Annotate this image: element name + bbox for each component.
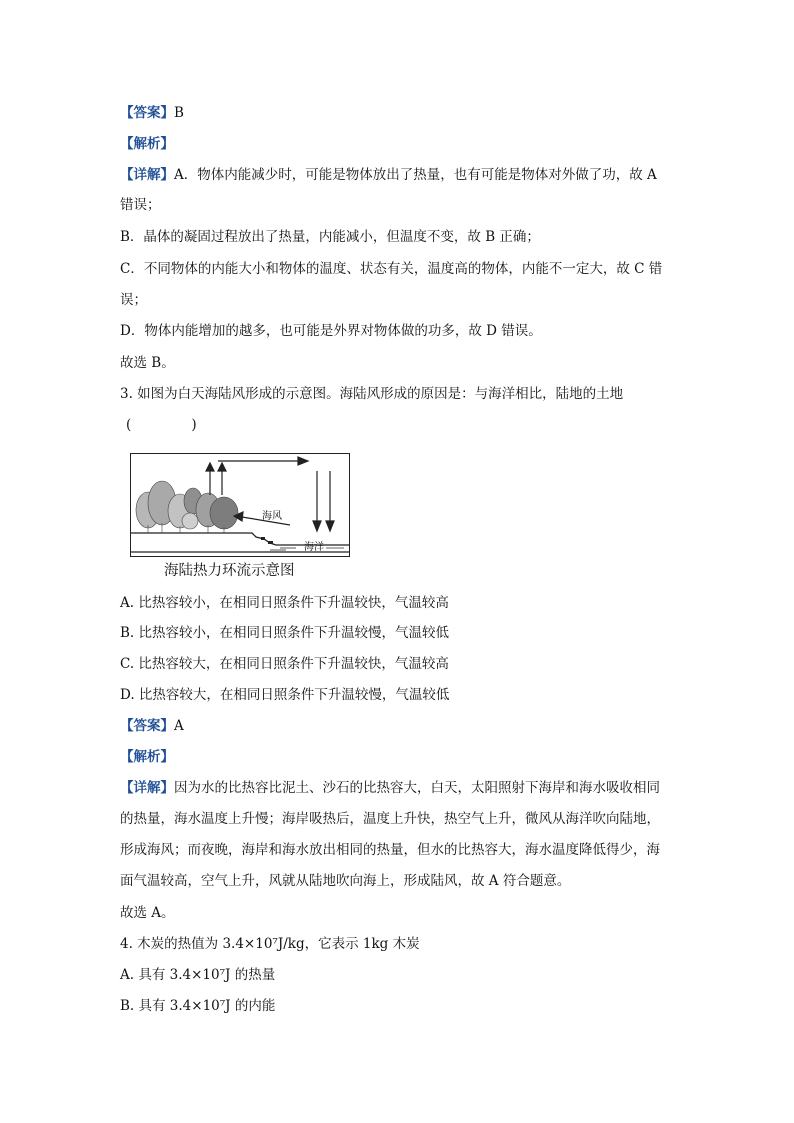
- answer-value: A: [174, 718, 184, 734]
- q2-option-c-analysis-1: C．不同物体的内能大小和物体的温度、状态有关，温度高的物体，内能不一定大，故 C 错: [120, 261, 663, 277]
- rock-2: [268, 541, 273, 544]
- q2-option-d-analysis: D．物体内能增加的越多，也可能是外界对物体做的功多，故 D 错误。: [120, 323, 542, 339]
- q2-analysis-line: [120, 135, 174, 153]
- q3-option-a: A. 比热容较小，在相同日照条件下升温较快，气温较高: [120, 595, 449, 611]
- q3-answer-line: [120, 717, 184, 735]
- q2-answer-line: [120, 104, 184, 122]
- q3-analysis-line: [120, 748, 174, 766]
- answer-value: B: [174, 105, 184, 121]
- detail-text: A．物体内能减少时，可能是物体放出了热量，也有可能是物体对外做了功，故 A: [174, 167, 657, 183]
- detail-tag: 【详解】: [120, 780, 174, 796]
- answer-tag: 【答案】: [120, 105, 174, 121]
- q4-option-b: B. 具有 3.4×10⁷J 的内能: [120, 998, 276, 1014]
- q3-option-c: C. 比热容较大，在相同日照条件下升温较快，气温较高: [120, 656, 449, 672]
- q3-detail-line-3: 形成海风；而夜晚，海岸和海水放出相同的热量，但水的比热容大，海水温度降低得少，海: [120, 842, 660, 858]
- q3-conclusion: 故选 A。: [120, 905, 175, 921]
- q3-option-d: D. 比热容较大，在相同日照条件下升温较慢，气温较低: [120, 687, 450, 703]
- q4-option-a: A. 具有 3.4×10⁷J 的热量: [120, 967, 276, 983]
- analysis-tag: 【解析】: [120, 136, 174, 152]
- q2-option-b-analysis: B．晶体的凝固过程放出了热量，内能减小，但温度不变，故 B 正确；: [120, 229, 540, 245]
- rock-1: [261, 537, 265, 540]
- analysis-tag: 【解析】: [120, 749, 174, 765]
- sea-land-breeze-diagram: [130, 453, 350, 557]
- sea-breeze-label: 海风: [262, 511, 282, 522]
- q3-detail-line-1: [120, 779, 660, 797]
- q3-detail-line-4: 面气温较高，空气上升，风就从陆地吹向海上，形成陆风，故 A 符合题意。: [120, 873, 571, 889]
- diagram-caption: 海陆热力环流示意图: [164, 563, 295, 579]
- q3-stem-blank: ( ): [126, 417, 197, 433]
- q2-detail-line-2: 错误；: [120, 197, 161, 213]
- detail-text: 因为水的比热容比泥土、沙石的比热容大，白天，太阳照射下海岸和海水吸收相同: [174, 780, 660, 796]
- q4-stem: 4. 木炭的热值为 3.4×10⁷J/kg，它表示 1kg 木炭: [120, 936, 420, 952]
- q3-stem-line-1: 3. 如图为白天海陆风形成的示意图。海陆风形成的原因是：与海洋相比，陆地的土地: [120, 386, 624, 402]
- q2-option-c-analysis-2: 误；: [120, 292, 147, 308]
- ocean-label: 海洋: [304, 542, 324, 553]
- q3-detail-line-2: 的热量，海水温度上升慢；海岸吸热后，温度上升快，热空气上升，微风从海洋吹向陆地，: [120, 811, 660, 827]
- q3-option-b: B. 比热容较小，在相同日照条件下升温较慢，气温较低: [120, 625, 450, 641]
- q2-detail-line-1: [120, 166, 657, 184]
- detail-tag: 【详解】: [120, 167, 174, 183]
- answer-tag: 【答案】: [120, 718, 174, 734]
- q2-conclusion: 故选 B。: [120, 355, 175, 371]
